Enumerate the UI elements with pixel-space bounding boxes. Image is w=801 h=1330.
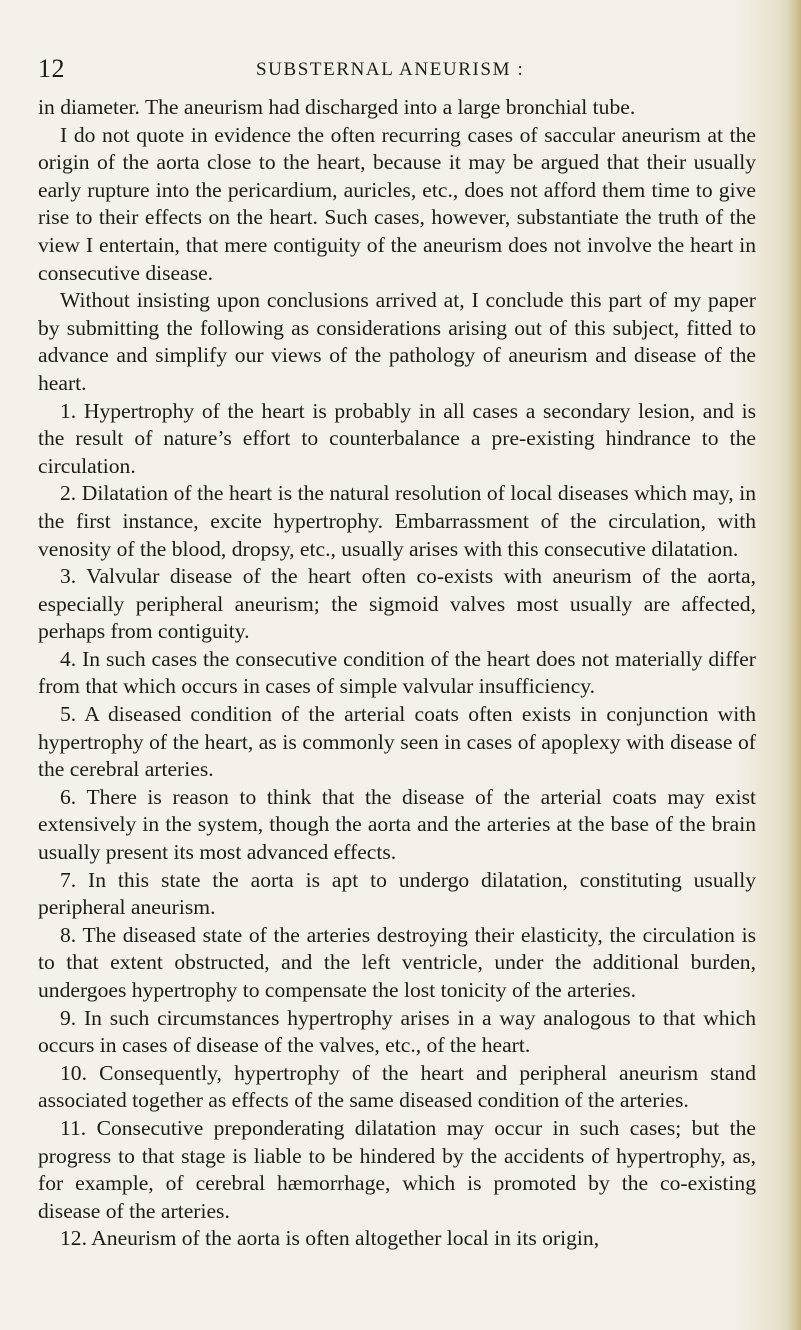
page-edge-shadow — [787, 0, 801, 1330]
page-header — [38, 54, 758, 84]
numbered-paragraph-5: 5. A diseased condition of the arterial coats often exists in conjunction with hypertrophy of the heart, as is commonly seen in cases of apoplexy with disease of the cerebral arteries. — [38, 702, 756, 782]
numbered-paragraph-10: 10. Consequently, hypertrophy of the heart and peripheral aneurism stand associated together as effects of the same diseased condition of the arteries. — [38, 1060, 756, 1113]
numbered-paragraph-8: 8. The diseased state of the arteries destroying their elasticity, the circulation is to that extent obstructed, and the left ventricle, under the additional burden, undergoes hypertrophy to compensate the lost tonicity of the arteries. — [38, 922, 756, 1002]
numbered-paragraph-7: 7. In this state the aorta is apt to undergo dilatation, constituting usually peripheral aneurism. — [38, 867, 756, 920]
numbered-paragraph-1: 1. Hypertrophy of the heart is probably in all cases a secondary lesion, and is the result of nature’s effort to counterbalance a pre-existing hindrance to the circulation. — [38, 398, 756, 478]
paragraph: Without insisting upon conclusions arrived at, I conclude this part of my paper by submitting the following as considerations arising out of this subject, fitted to advance and simplify our views of the pathology of aneurism and disease of the heart. — [38, 288, 756, 395]
numbered-paragraph-9: 9. In such circumstances hypertrophy arises in a way analogous to that which occurs in cases of disease of the valves, etc., of the heart. — [38, 1005, 756, 1058]
numbered-paragraph-3: 3. Valvular disease of the heart often co-exists with aneurism of the aorta, especially peripheral aneurism; the sigmoid valves most usually are affected, perhaps from contiguity. — [38, 564, 756, 644]
numbered-paragraph-2: 2. Dilatation of the heart is the natural resolution of local diseases which may, in the first instance, excite hypertrophy. Embarrassment of the circulation, with venosity of the blood, dropsy, etc., usually arises with this consecutive dilatation. — [38, 481, 756, 561]
paragraph-continuation: in diameter. The aneurism had discharged into a large bronchial tube. — [38, 95, 636, 119]
numbered-paragraph-12: 12. Aneurism of the aorta is often altogether local in its origin, — [60, 1226, 600, 1251]
page-number: 12 — [38, 54, 65, 83]
numbered-paragraph-11: 11. Consecutive preponderating dilatation may occur in such cases; but the progress to that stage is liable to be hindered by the accidents of hypertrophy, as, for example, of cerebral hæmorrhage, which is promoted by the co-existing disease of the arteries. — [38, 1115, 756, 1223]
running-head: SUBSTERNAL ANEURISM : — [256, 59, 525, 80]
numbered-paragraph-4: 4. In such cases the consecutive condition of the heart does not materially differ from that which occurs in cases of simple valvular insufficiency. — [38, 646, 756, 699]
body-text — [38, 94, 756, 1253]
numbered-paragraph-6: 6. There is reason to think that the disease of the arterial coats may exist extensively in the system, though the aorta and the arteries at the base of the brain usually present its most advanced effects. — [38, 784, 756, 865]
paragraph: I do not quote in evidence the often recurring cases of saccular aneurism at the origin of the aorta close to the heart, because it may be argued that their usually early rupture into the pericardium, auricles, etc., does not afford them time to give rise to their effects on the heart. Such cases, however, substantiate the truth of the view I entertain, that mere contiguity of the aneurism does not involve the heart in consecutive disease. — [38, 122, 756, 285]
